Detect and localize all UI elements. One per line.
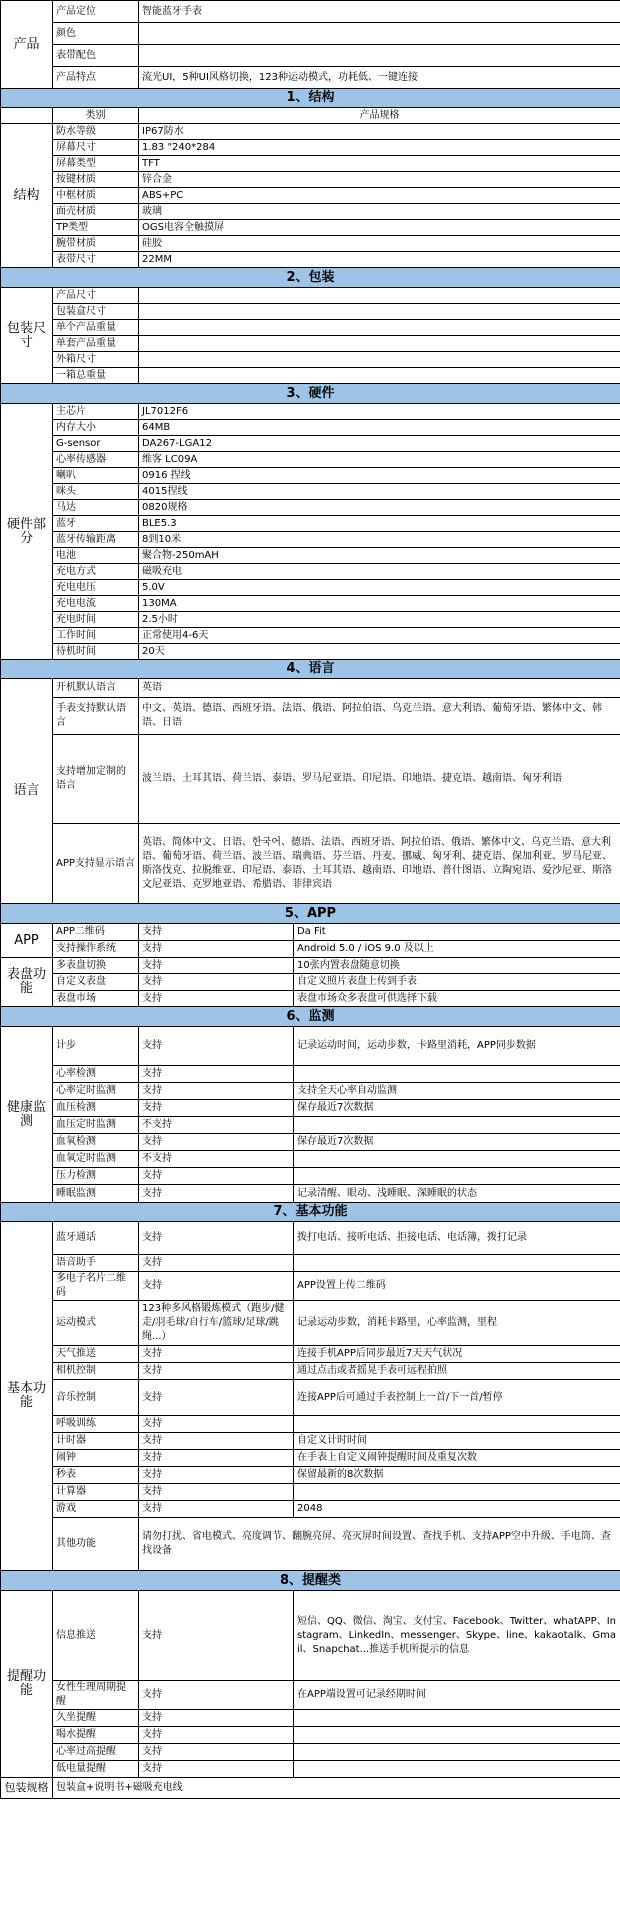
spec-row bbox=[1, 320, 620, 336]
spec-detail: 拨打电话、接听电话、拒接电话、电话簿，拨打记录 bbox=[294, 1222, 620, 1255]
spec-label: 表带配色 bbox=[53, 45, 139, 67]
spec-row bbox=[1, 1467, 620, 1484]
spec-label: 蓝牙通话 bbox=[53, 1222, 139, 1255]
spec-row bbox=[1, 1066, 620, 1083]
spec-label: 产品特点 bbox=[53, 67, 139, 89]
spec-value: 1.83 "240*284 bbox=[139, 140, 620, 156]
spec-label: 相机控制 bbox=[53, 1363, 139, 1380]
spec-support: 支持 bbox=[139, 1681, 294, 1710]
spec-detail: 自定义计时时间 bbox=[294, 1433, 620, 1450]
spec-value: 磁吸充电 bbox=[139, 564, 620, 580]
spec-row bbox=[1, 958, 620, 974]
spec-row bbox=[1, 23, 620, 45]
spec-value: 正常使用4-6天 bbox=[139, 628, 620, 644]
spec-row bbox=[1, 1518, 620, 1571]
spec-label: 马达 bbox=[53, 500, 139, 516]
section-header bbox=[1, 1203, 620, 1222]
spec-support: 支持 bbox=[139, 1467, 294, 1484]
spec-value: 英语 bbox=[139, 679, 620, 698]
spec-detail bbox=[294, 1727, 620, 1744]
spec-detail: 连接手机APP后同步最近7天天气状况 bbox=[294, 1346, 620, 1363]
spec-value: JL7012F6 bbox=[139, 404, 620, 420]
category-packaging: 包装尺寸 bbox=[1, 288, 53, 384]
spec-label: 计算器 bbox=[53, 1484, 139, 1501]
section-header bbox=[1, 660, 620, 679]
spec-support: 支持 bbox=[139, 1591, 294, 1681]
spec-support: 支持 bbox=[139, 1380, 294, 1416]
category-app: APP bbox=[1, 924, 53, 958]
spec-value: 英语、简体中文、日语、한국어、德语、法语、西班牙语、阿拉伯语、俄语、繁体中文、乌克兰语、意大利语、葡萄牙语、荷兰语、波兰语、瑞典语、芬兰语、丹麦、挪威、匈牙利、捷克语、保加利亚、罗马尼亚、斯洛伐克、拉脱维亚、印尼语、泰语、土耳其语、越南语、印地语、普什图语、立陶宛语、爱沙尼亚、斯洛文尼亚语、克罗地亚语、希腊语、菲律宾语 bbox=[139, 824, 620, 904]
spec-value bbox=[139, 288, 620, 304]
spec-label: 主芯片 bbox=[53, 404, 139, 420]
spec-detail: 自定义照片表盘上传到手表 bbox=[294, 974, 620, 991]
spec-value: 64MB bbox=[139, 420, 620, 436]
spec-value: IP67防水 bbox=[139, 124, 620, 140]
spec-row bbox=[1, 500, 620, 516]
spec-row bbox=[1, 1363, 620, 1380]
spec-value bbox=[139, 320, 620, 336]
spec-detail bbox=[294, 1168, 620, 1185]
spec-label: 压力检测 bbox=[53, 1168, 139, 1185]
spec-support: 支持 bbox=[139, 1083, 294, 1100]
spec-row bbox=[1, 220, 620, 236]
spec-detail: Da Fit bbox=[294, 924, 620, 941]
spec-label: 运动模式 bbox=[53, 1301, 139, 1346]
spec-row bbox=[1, 991, 620, 1007]
spec-row bbox=[1, 1100, 620, 1117]
spec-support: 支持 bbox=[139, 1710, 294, 1727]
spec-detail bbox=[294, 1066, 620, 1083]
spec-value: 玻璃 bbox=[139, 204, 620, 220]
spec-value: 维客 LC09A bbox=[139, 452, 620, 468]
spec-label: 血氧检测 bbox=[53, 1134, 139, 1151]
spec-row bbox=[1, 1134, 620, 1151]
spec-label: 内存大小 bbox=[53, 420, 139, 436]
spec-label: 多电子名片二维码 bbox=[53, 1272, 139, 1301]
spec-label: APP支持显示语言 bbox=[53, 824, 139, 904]
spec-detail: 支持全天心率自动监测 bbox=[294, 1083, 620, 1100]
spec-support: 不支持 bbox=[139, 1117, 294, 1134]
spec-support: 支持 bbox=[139, 1761, 294, 1778]
spec-label: 屏幕类型 bbox=[53, 156, 139, 172]
spec-label: 表盘市场 bbox=[53, 991, 139, 1007]
spec-row bbox=[1, 45, 620, 67]
spec-label: 防水等级 bbox=[53, 124, 139, 140]
spec-support: 支持 bbox=[139, 1744, 294, 1761]
spec-detail bbox=[294, 1416, 620, 1433]
spec-detail: 2048 bbox=[294, 1501, 620, 1518]
spec-value bbox=[139, 304, 620, 320]
spec-row bbox=[1, 1083, 620, 1100]
spec-support: 支持 bbox=[139, 991, 294, 1007]
spec-label: 呼吸训练 bbox=[53, 1416, 139, 1433]
category-basic: 基本功能 bbox=[1, 1222, 53, 1571]
spec-row bbox=[1, 1168, 620, 1185]
spec-detail: 连接APP后可通过手表控制上一首/下一首/暂停 bbox=[294, 1380, 620, 1416]
spec-support: 支持 bbox=[139, 1027, 294, 1066]
category-hardware: 硬件部分 bbox=[1, 404, 53, 660]
spec-label: 充电电流 bbox=[53, 596, 139, 612]
spec-label: 产品尺寸 bbox=[53, 288, 139, 304]
spec-support: 支持 bbox=[139, 1185, 294, 1203]
spec-row bbox=[1, 564, 620, 580]
spec-label: 天气推送 bbox=[53, 1346, 139, 1363]
spec-support: 支持 bbox=[139, 1363, 294, 1380]
spec-label: 腕带材质 bbox=[53, 236, 139, 252]
spec-row bbox=[1, 1450, 620, 1467]
spec-detail bbox=[294, 1710, 620, 1727]
spec-detail: 短信、QQ、微信、淘宝、支付宝、Facebook、Twitter、whatAPP、Instagram、LinkedIn、messenger、Skype、line、kakaotalk、Gmail、Snapchat...推送手机所提示的信息 bbox=[294, 1591, 620, 1681]
spec-row bbox=[1, 1761, 620, 1778]
spec-detail: 表盘市场众多表盘可供选择下载 bbox=[294, 991, 620, 1007]
spec-value: 5.0V bbox=[139, 580, 620, 596]
spec-label: 屏幕尺寸 bbox=[53, 140, 139, 156]
spec-label: 蓝牙传输距离 bbox=[53, 532, 139, 548]
spec-label: 血氧定时监测 bbox=[53, 1151, 139, 1168]
spec-detail bbox=[294, 1484, 620, 1501]
category-reminder: 提醒功能 bbox=[1, 1591, 53, 1778]
spec-row bbox=[1, 1591, 620, 1681]
spec-label: 秒表 bbox=[53, 1467, 139, 1484]
spec-support: 支持 bbox=[139, 1433, 294, 1450]
spec-row bbox=[1, 288, 620, 304]
spec-value bbox=[139, 368, 620, 384]
spec-detail: 通过点击或者摇晃手表可远程拍照 bbox=[294, 1363, 620, 1380]
spec-label: 喇叭 bbox=[53, 468, 139, 484]
spec-detail: 10张内置表盘随意切换 bbox=[294, 958, 620, 974]
spec-row bbox=[1, 1272, 620, 1301]
section-header bbox=[1, 1007, 620, 1027]
spec-row bbox=[1, 1501, 620, 1518]
spec-label: 单套产品重量 bbox=[53, 336, 139, 352]
spec-label: 心率检测 bbox=[53, 1066, 139, 1083]
spec-row bbox=[1, 1484, 620, 1501]
spec-row bbox=[1, 1185, 620, 1203]
spec-label: 待机时间 bbox=[53, 644, 139, 660]
spec-value: 8到10米 bbox=[139, 532, 620, 548]
spec-row bbox=[1, 548, 620, 564]
spec-row bbox=[1, 612, 620, 628]
spec-value: 4015捏线 bbox=[139, 484, 620, 500]
spec-row bbox=[1, 1, 620, 23]
spec-row bbox=[1, 580, 620, 596]
spec-label: 游戏 bbox=[53, 1501, 139, 1518]
spec-detail: 记录清醒、眼动、浅睡眠、深睡眠的状态 bbox=[294, 1185, 620, 1203]
spec-value bbox=[139, 336, 620, 352]
spec-value: 波兰语、土耳其语、荷兰语、泰语、罗马尼亚语、印尼语、印地语、捷克语、越南语、匈牙利语 bbox=[139, 735, 620, 824]
section-header bbox=[1, 1571, 620, 1591]
spec-row bbox=[1, 596, 620, 612]
spec-row bbox=[1, 824, 620, 904]
spec-label: TP类型 bbox=[53, 220, 139, 236]
spec-detail: 在手表上自定义闹钟提醒时间及重复次数 bbox=[294, 1450, 620, 1467]
spec-support: 支持 bbox=[139, 1222, 294, 1255]
spec-label: 心率定时监测 bbox=[53, 1083, 139, 1100]
spec-row bbox=[1, 698, 620, 735]
section-title-reminder: 8、提醒类 bbox=[1, 1571, 620, 1591]
spec-value bbox=[139, 23, 620, 45]
spec-row bbox=[1, 1433, 620, 1450]
section-header bbox=[1, 384, 620, 404]
spec-detail: Android 5.0 / iOS 9.0 及以上 bbox=[294, 941, 620, 958]
section-title-basic: 7、基本功能 bbox=[1, 1203, 620, 1222]
spec-label: 支持增加定制的语言 bbox=[53, 735, 139, 824]
spec-label: APP二维码 bbox=[53, 924, 139, 941]
spec-row bbox=[1, 140, 620, 156]
spec-row bbox=[1, 941, 620, 958]
spec-detail: 记录运动时间，运动步数，卡路里消耗，APP同步数据 bbox=[294, 1027, 620, 1066]
spec-label: 自定义表盘 bbox=[53, 974, 139, 991]
spec-value bbox=[139, 45, 620, 67]
spec-row bbox=[1, 436, 620, 452]
spec-label: 中框材质 bbox=[53, 188, 139, 204]
section-title-structure: 1、结构 bbox=[1, 89, 620, 108]
spec-detail: 保留最新的8次数据 bbox=[294, 1467, 620, 1484]
spec-detail bbox=[294, 1744, 620, 1761]
spec-label: 颜色 bbox=[53, 23, 139, 45]
section-header bbox=[1, 89, 620, 108]
spec-label: 工作时间 bbox=[53, 628, 139, 644]
spec-label: 电池 bbox=[53, 548, 139, 564]
spec-label: 心率过高提醒 bbox=[53, 1744, 139, 1761]
spec-support: 支持 bbox=[139, 1416, 294, 1433]
spec-detail bbox=[294, 1117, 620, 1134]
spec-value: 锌合金 bbox=[139, 172, 620, 188]
spec-label: 开机默认语言 bbox=[53, 679, 139, 698]
section-title-language: 4、语言 bbox=[1, 660, 620, 679]
spec-row bbox=[1, 1744, 620, 1761]
spec-row bbox=[1, 67, 620, 89]
header-blank bbox=[1, 108, 53, 124]
section-title-app: 5、APP bbox=[1, 904, 620, 924]
spec-label: 睡眠监测 bbox=[53, 1185, 139, 1203]
spec-value: 0916 捏线 bbox=[139, 468, 620, 484]
footer-value: 包装盒+说明书+磁吸充电线 bbox=[53, 1778, 620, 1799]
spec-label: 一箱总重量 bbox=[53, 368, 139, 384]
spec-row bbox=[1, 1416, 620, 1433]
spec-row bbox=[1, 1346, 620, 1363]
spec-value: 20天 bbox=[139, 644, 620, 660]
spec-label: 支持操作系统 bbox=[53, 941, 139, 958]
spec-value: 聚合物-250mAH bbox=[139, 548, 620, 564]
category-health: 健康监测 bbox=[1, 1027, 53, 1203]
spec-detail: 记录运动步数，消耗卡路里，心率监测，里程 bbox=[294, 1301, 620, 1346]
spec-support: 支持 bbox=[139, 1255, 294, 1272]
spec-detail: 保存最近7次数据 bbox=[294, 1100, 620, 1117]
spec-support: 123种多风格锻炼模式（跑步/健走/羽毛球/自行车/篮球/足球/跳绳...） bbox=[139, 1301, 294, 1346]
spec-label: 低电量提醒 bbox=[53, 1761, 139, 1778]
column-header bbox=[1, 108, 620, 124]
spec-row bbox=[1, 1222, 620, 1255]
spec-support: 支持 bbox=[139, 974, 294, 991]
spec-support: 支持 bbox=[139, 1100, 294, 1117]
spec-label: 信息推送 bbox=[53, 1591, 139, 1681]
section-header bbox=[1, 904, 620, 924]
spec-label: 单个产品重量 bbox=[53, 320, 139, 336]
spec-row bbox=[1, 368, 620, 384]
spec-value: ABS+PC bbox=[139, 188, 620, 204]
spec-label: 充电电压 bbox=[53, 580, 139, 596]
spec-row bbox=[1, 1380, 620, 1416]
spec-value: TFT bbox=[139, 156, 620, 172]
section-title-hardware: 3、硬件 bbox=[1, 384, 620, 404]
spec-label: 血压检测 bbox=[53, 1100, 139, 1117]
spec-label: 包装盒尺寸 bbox=[53, 304, 139, 320]
spec-label: 语音助手 bbox=[53, 1255, 139, 1272]
spec-row bbox=[1, 974, 620, 991]
spec-support: 支持 bbox=[139, 1272, 294, 1301]
spec-value: 2.5小时 bbox=[139, 612, 620, 628]
spec-row bbox=[1, 1027, 620, 1066]
spec-label: 计时器 bbox=[53, 1433, 139, 1450]
spec-value: OGS电容全触摸屏 bbox=[139, 220, 620, 236]
spec-label: 咪头 bbox=[53, 484, 139, 500]
spec-row bbox=[1, 468, 620, 484]
spec-label: 闹钟 bbox=[53, 1450, 139, 1467]
spec-label: 产品定位 bbox=[53, 1, 139, 23]
spec-row bbox=[1, 1727, 620, 1744]
spec-support: 支持 bbox=[139, 958, 294, 974]
spec-row bbox=[1, 236, 620, 252]
spec-label: 面壳材质 bbox=[53, 204, 139, 220]
spec-value: 130MA bbox=[139, 596, 620, 612]
spec-row bbox=[1, 628, 620, 644]
category-language: 语言 bbox=[1, 679, 53, 904]
section-header bbox=[1, 268, 620, 288]
spec-row bbox=[1, 204, 620, 220]
spec-label: 表带尺寸 bbox=[53, 252, 139, 268]
spec-support: 支持 bbox=[139, 1727, 294, 1744]
spec-detail bbox=[294, 1761, 620, 1778]
spec-row bbox=[1, 404, 620, 420]
spec-support: 支持 bbox=[139, 1168, 294, 1185]
spec-detail: 保存最近7次数据 bbox=[294, 1134, 620, 1151]
spec-support: 支持 bbox=[139, 1484, 294, 1501]
spec-label: 久坐提醒 bbox=[53, 1710, 139, 1727]
spec-label: 音乐控制 bbox=[53, 1380, 139, 1416]
spec-value: BLE5.3 bbox=[139, 516, 620, 532]
spec-value: 0820规格 bbox=[139, 500, 620, 516]
spec-row bbox=[1, 1255, 620, 1272]
spec-label: 其他功能 bbox=[53, 1518, 139, 1571]
spec-label: 手表支持默认语言 bbox=[53, 698, 139, 735]
spec-row bbox=[1, 924, 620, 941]
spec-label: 蓝牙 bbox=[53, 516, 139, 532]
spec-row bbox=[1, 532, 620, 548]
section-title-monitoring: 6、监测 bbox=[1, 1007, 620, 1027]
spec-support: 支持 bbox=[139, 1134, 294, 1151]
spec-row bbox=[1, 188, 620, 204]
spec-value: 22MM bbox=[139, 252, 620, 268]
category-product: 产品 bbox=[1, 1, 53, 89]
spec-label: 心率传感器 bbox=[53, 452, 139, 468]
footer-row bbox=[1, 1778, 620, 1799]
spec-support: 支持 bbox=[139, 1346, 294, 1363]
spec-label: 女性生理周期提醒 bbox=[53, 1681, 139, 1710]
spec-detail bbox=[294, 1151, 620, 1168]
spec-label: 血压定时监测 bbox=[53, 1117, 139, 1134]
spec-label: 按键材质 bbox=[53, 172, 139, 188]
spec-row bbox=[1, 420, 620, 436]
spec-row bbox=[1, 336, 620, 352]
spec-label: 外箱尺寸 bbox=[53, 352, 139, 368]
spec-label: 计步 bbox=[53, 1027, 139, 1066]
spec-detail: 请勿打扰、省电模式、亮度调节、翻腕亮屏、亮灭屏时间设置、查找手机、支持APP空中升级、手电筒、查找设备 bbox=[139, 1518, 620, 1571]
spec-row bbox=[1, 735, 620, 824]
spec-support: 不支持 bbox=[139, 1151, 294, 1168]
spec-row bbox=[1, 156, 620, 172]
spec-row bbox=[1, 679, 620, 698]
spec-label: 充电时间 bbox=[53, 612, 139, 628]
spec-row bbox=[1, 484, 620, 500]
spec-row bbox=[1, 1117, 620, 1134]
spec-support: 支持 bbox=[139, 1066, 294, 1083]
spec-row bbox=[1, 1301, 620, 1346]
spec-row bbox=[1, 1681, 620, 1710]
spec-row bbox=[1, 516, 620, 532]
spec-support: 支持 bbox=[139, 924, 294, 941]
spec-row bbox=[1, 124, 620, 140]
spec-value: 中文、英语、德语、西班牙语、法语、俄语、阿拉伯语、乌克兰语、意大利语、葡萄牙语、繁体中文、韩语、日语 bbox=[139, 698, 620, 735]
spec-row bbox=[1, 352, 620, 368]
spec-row bbox=[1, 172, 620, 188]
spec-support: 支持 bbox=[139, 941, 294, 958]
footer-label: 包装规格 bbox=[1, 1778, 53, 1799]
spec-row bbox=[1, 452, 620, 468]
spec-detail bbox=[294, 1255, 620, 1272]
category-structure: 结构 bbox=[1, 124, 53, 268]
spec-value: 智能蓝牙手表 bbox=[139, 1, 620, 23]
header-type: 类别 bbox=[53, 108, 139, 124]
spec-label: 充电方式 bbox=[53, 564, 139, 580]
spec-detail: 在APP端设置可记录经期时间 bbox=[294, 1681, 620, 1710]
category-dial: 表盘功能 bbox=[1, 958, 53, 1007]
spec-row bbox=[1, 1710, 620, 1727]
spec-support: 支持 bbox=[139, 1450, 294, 1467]
spec-value: DA267-LGA12 bbox=[139, 436, 620, 452]
spec-value bbox=[139, 352, 620, 368]
spec-row bbox=[1, 304, 620, 320]
section-title-packaging: 2、包装 bbox=[1, 268, 620, 288]
spec-row bbox=[1, 1151, 620, 1168]
spec-detail: APP设置上传二维码 bbox=[294, 1272, 620, 1301]
header-spec: 产品规格 bbox=[139, 108, 620, 124]
spec-value: 流光UI，5种UI风格切换，123种运动模式，功耗低、一键连接 bbox=[139, 67, 620, 89]
spec-label: 多表盘切换 bbox=[53, 958, 139, 974]
spec-row bbox=[1, 252, 620, 268]
spec-row bbox=[1, 644, 620, 660]
spec-label: G-sensor bbox=[53, 436, 139, 452]
spec-support: 支持 bbox=[139, 1501, 294, 1518]
spec-value: 硅胶 bbox=[139, 236, 620, 252]
spec-label: 喝水提醒 bbox=[53, 1727, 139, 1744]
